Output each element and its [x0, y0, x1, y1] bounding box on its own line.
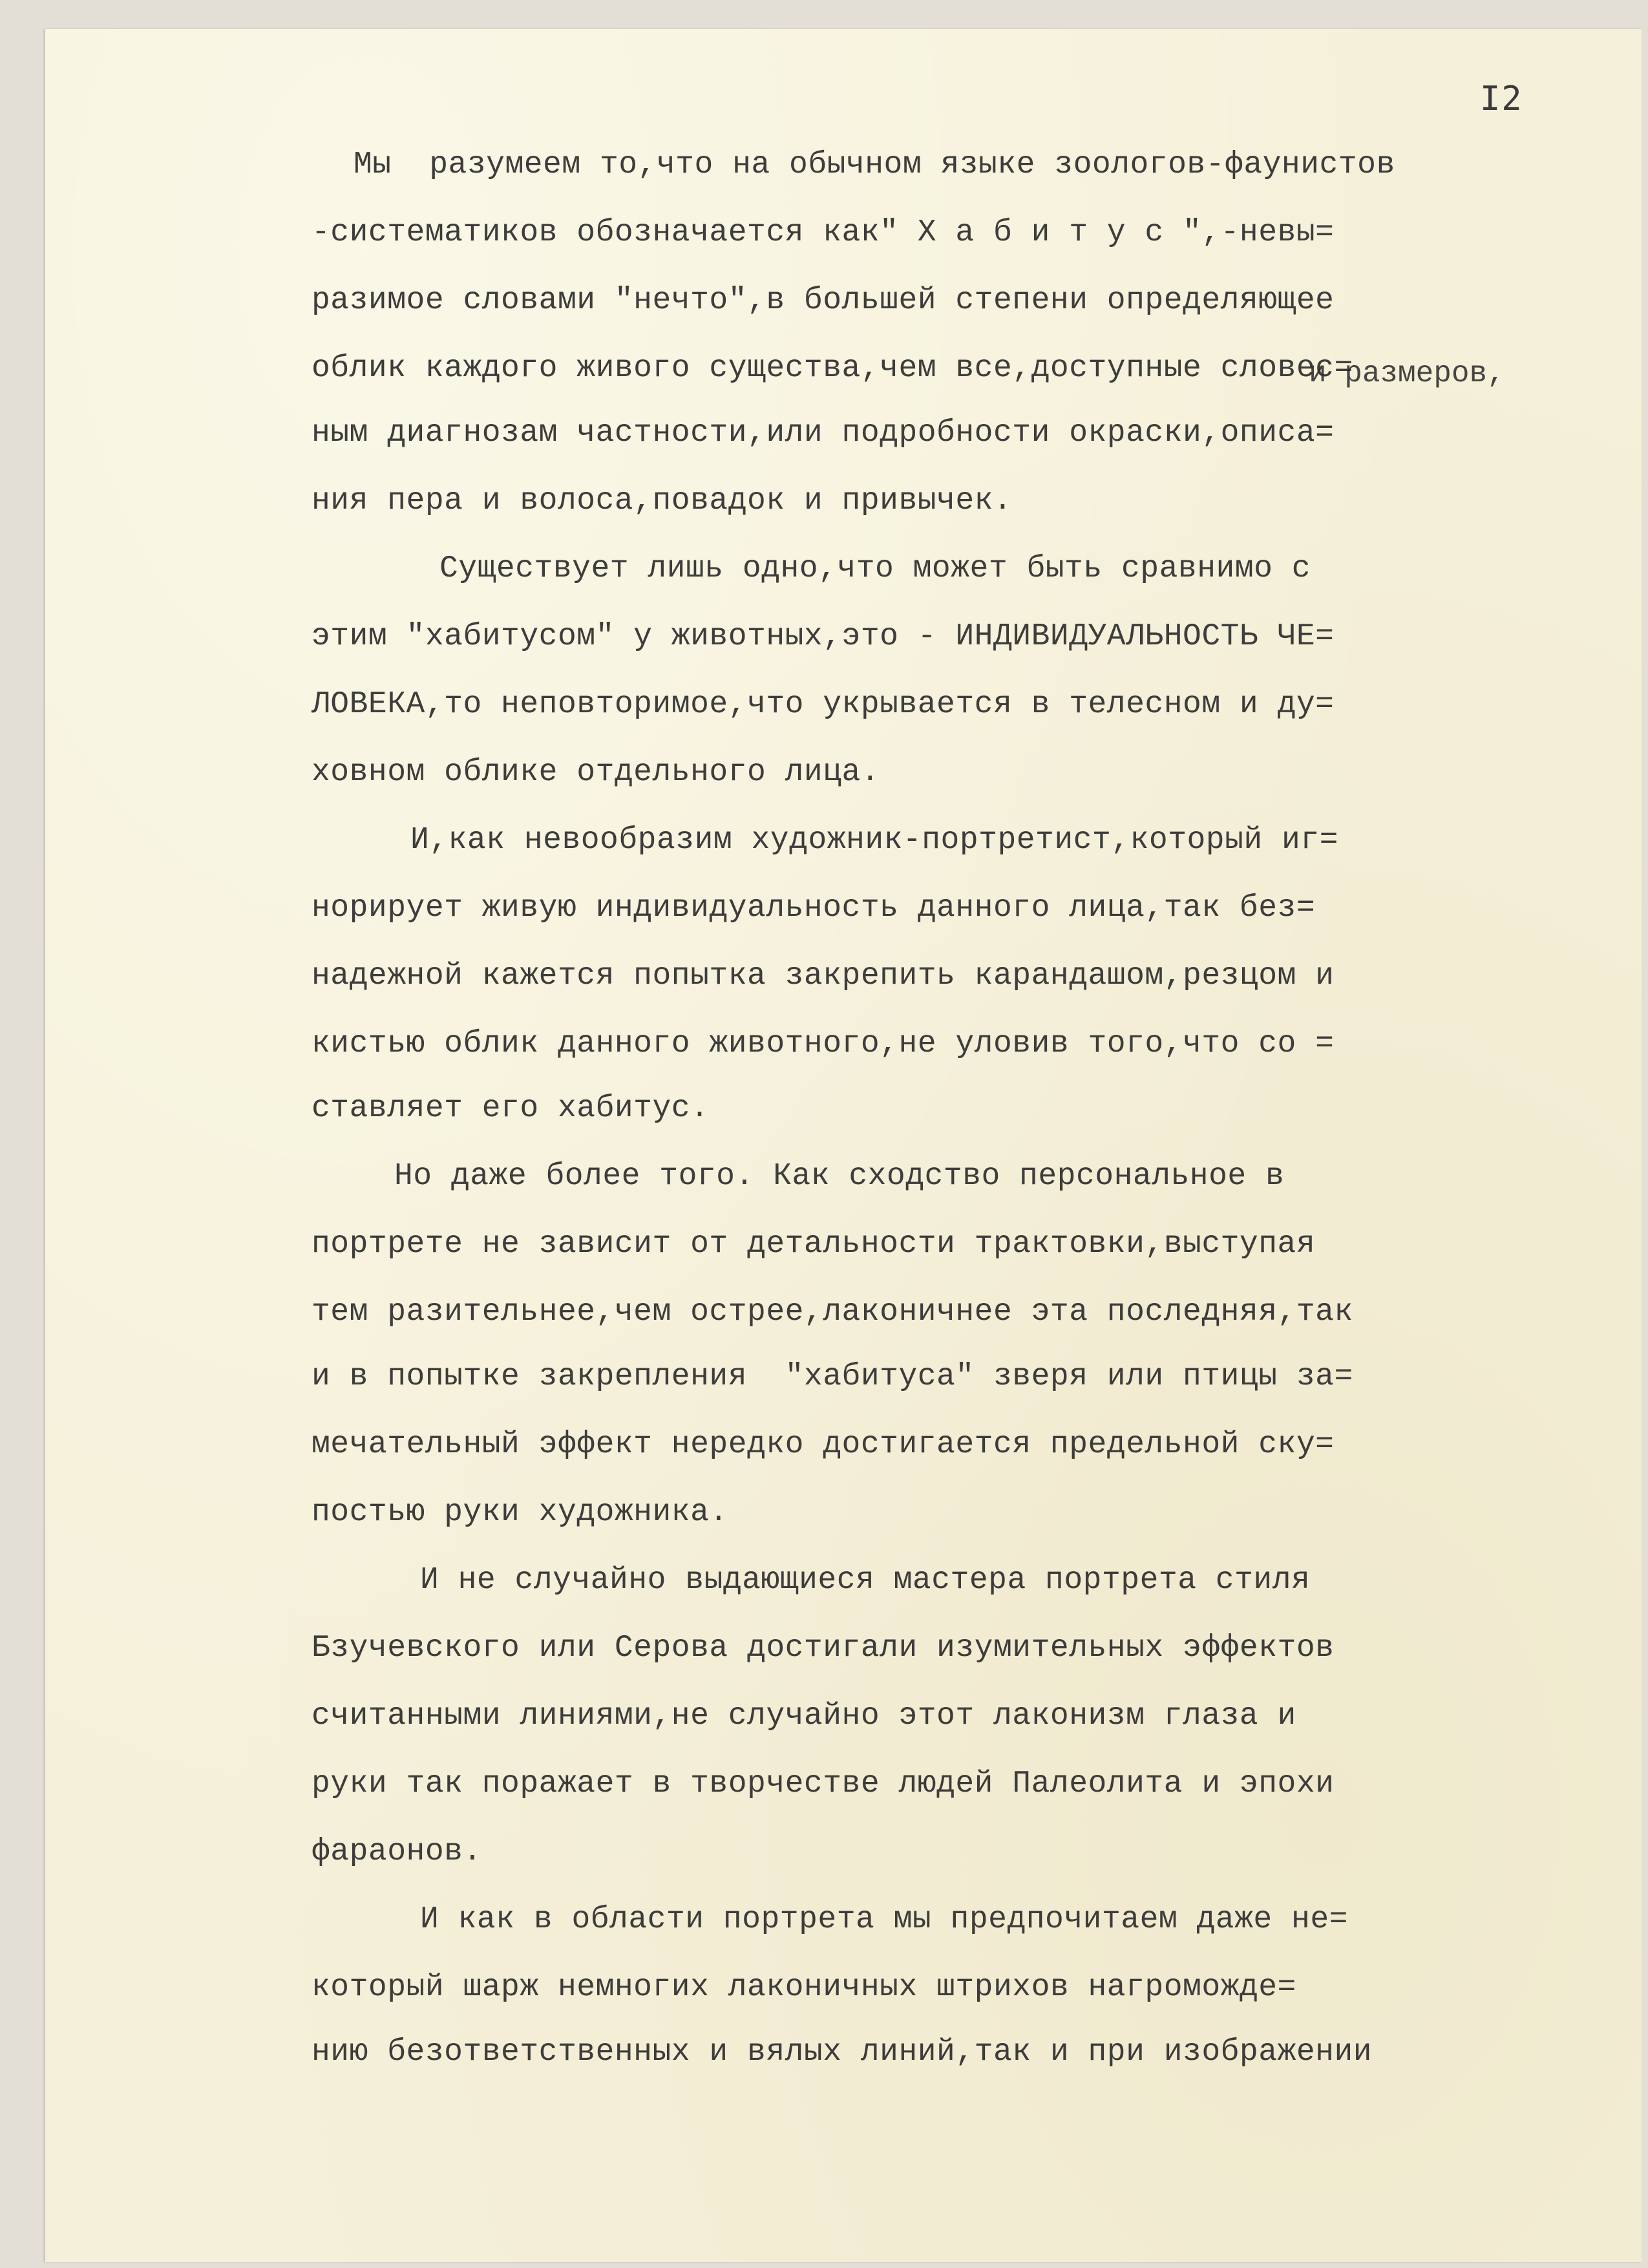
text-line-19: и в попытке закрепления "хабитуса" зверя или птицы за=: [312, 1359, 1353, 1394]
text-line-23: Бзучевского или Серова достигали изумительных эффектов: [312, 1631, 1335, 1666]
text-line-28: который шарж немногих лаконичных штрихов нагроможде=: [312, 1970, 1296, 2005]
page-number: I2: [1480, 79, 1523, 118]
text-line-9: ЛОВЕКА,то неповторимое,что укрывается в телесном и ду=: [312, 687, 1335, 722]
text-line-21: постью руки художника.: [312, 1495, 728, 1530]
text-line-1: Мы разумеем то,что на обычном языке зоологов-фаунистов: [354, 147, 1395, 182]
text-line-25: руки так поражает в творчестве людей Палеолита и эпохи: [312, 1766, 1335, 1801]
text-line-4: облик каждого живого существа,чем все,доступные словес=: [312, 351, 1353, 386]
text-line-17: портрете не зависит от детальности трактовки,выступая: [312, 1227, 1316, 1262]
handwritten-insertion: и размеров,: [1309, 357, 1505, 390]
text-line-29: нию безответственных и вялых линий,так и при изображении: [312, 2035, 1373, 2070]
text-line-3: разимое словами "нечто",в большей степени определяющее: [312, 283, 1335, 318]
text-line-10: ховном облике отдельного лица.: [312, 755, 880, 790]
text-line-22: И не случайно выдающиеся мастера портрета стиля: [420, 1563, 1311, 1598]
typewritten-page: [45, 29, 1642, 2262]
text-line-11: И,как невообразим художник-портретист,который иг=: [410, 823, 1338, 858]
text-line-5: ным диагнозам частности,или подробности окраски,описа=: [312, 416, 1335, 450]
text-line-14: кистью облик данного животного,не уловив того,что со =: [312, 1026, 1335, 1061]
text-line-13: надежной кажется попытка закрепить карандашом,резцом и: [312, 959, 1335, 993]
text-line-6: ния пера и волоса,повадок и привычек.: [312, 483, 1013, 518]
text-line-24: считанными линиями,не случайно этот лаконизм глаза и: [312, 1699, 1296, 1733]
text-line-18: тем разительнее,чем острее,лаконичнее эта последняя,так: [312, 1295, 1353, 1330]
text-line-8: этим "хабитусом" у животных,это - ИНДИВИДУАЛЬНОСТЬ ЧЕ=: [312, 619, 1335, 654]
text-line-27: И как в области портрета мы предпочитаем даже не=: [420, 1902, 1348, 1937]
text-line-7: Существует лишь одно,что может быть сравнимо с: [439, 551, 1311, 586]
text-line-2: -систематиков обозначается как" Х а б и т у с ",-невы=: [312, 215, 1335, 250]
text-line-12: норирует живую индивидуальность данного лица,так без=: [312, 891, 1316, 926]
text-line-16: Но даже более того. Как сходство персональное в: [394, 1159, 1285, 1194]
text-line-26: фараонов.: [312, 1834, 482, 1869]
text-line-20: мечательный эффект нередко достигается предельной ску=: [312, 1427, 1335, 1462]
text-line-15: ставляет его хабитус.: [312, 1091, 710, 1126]
